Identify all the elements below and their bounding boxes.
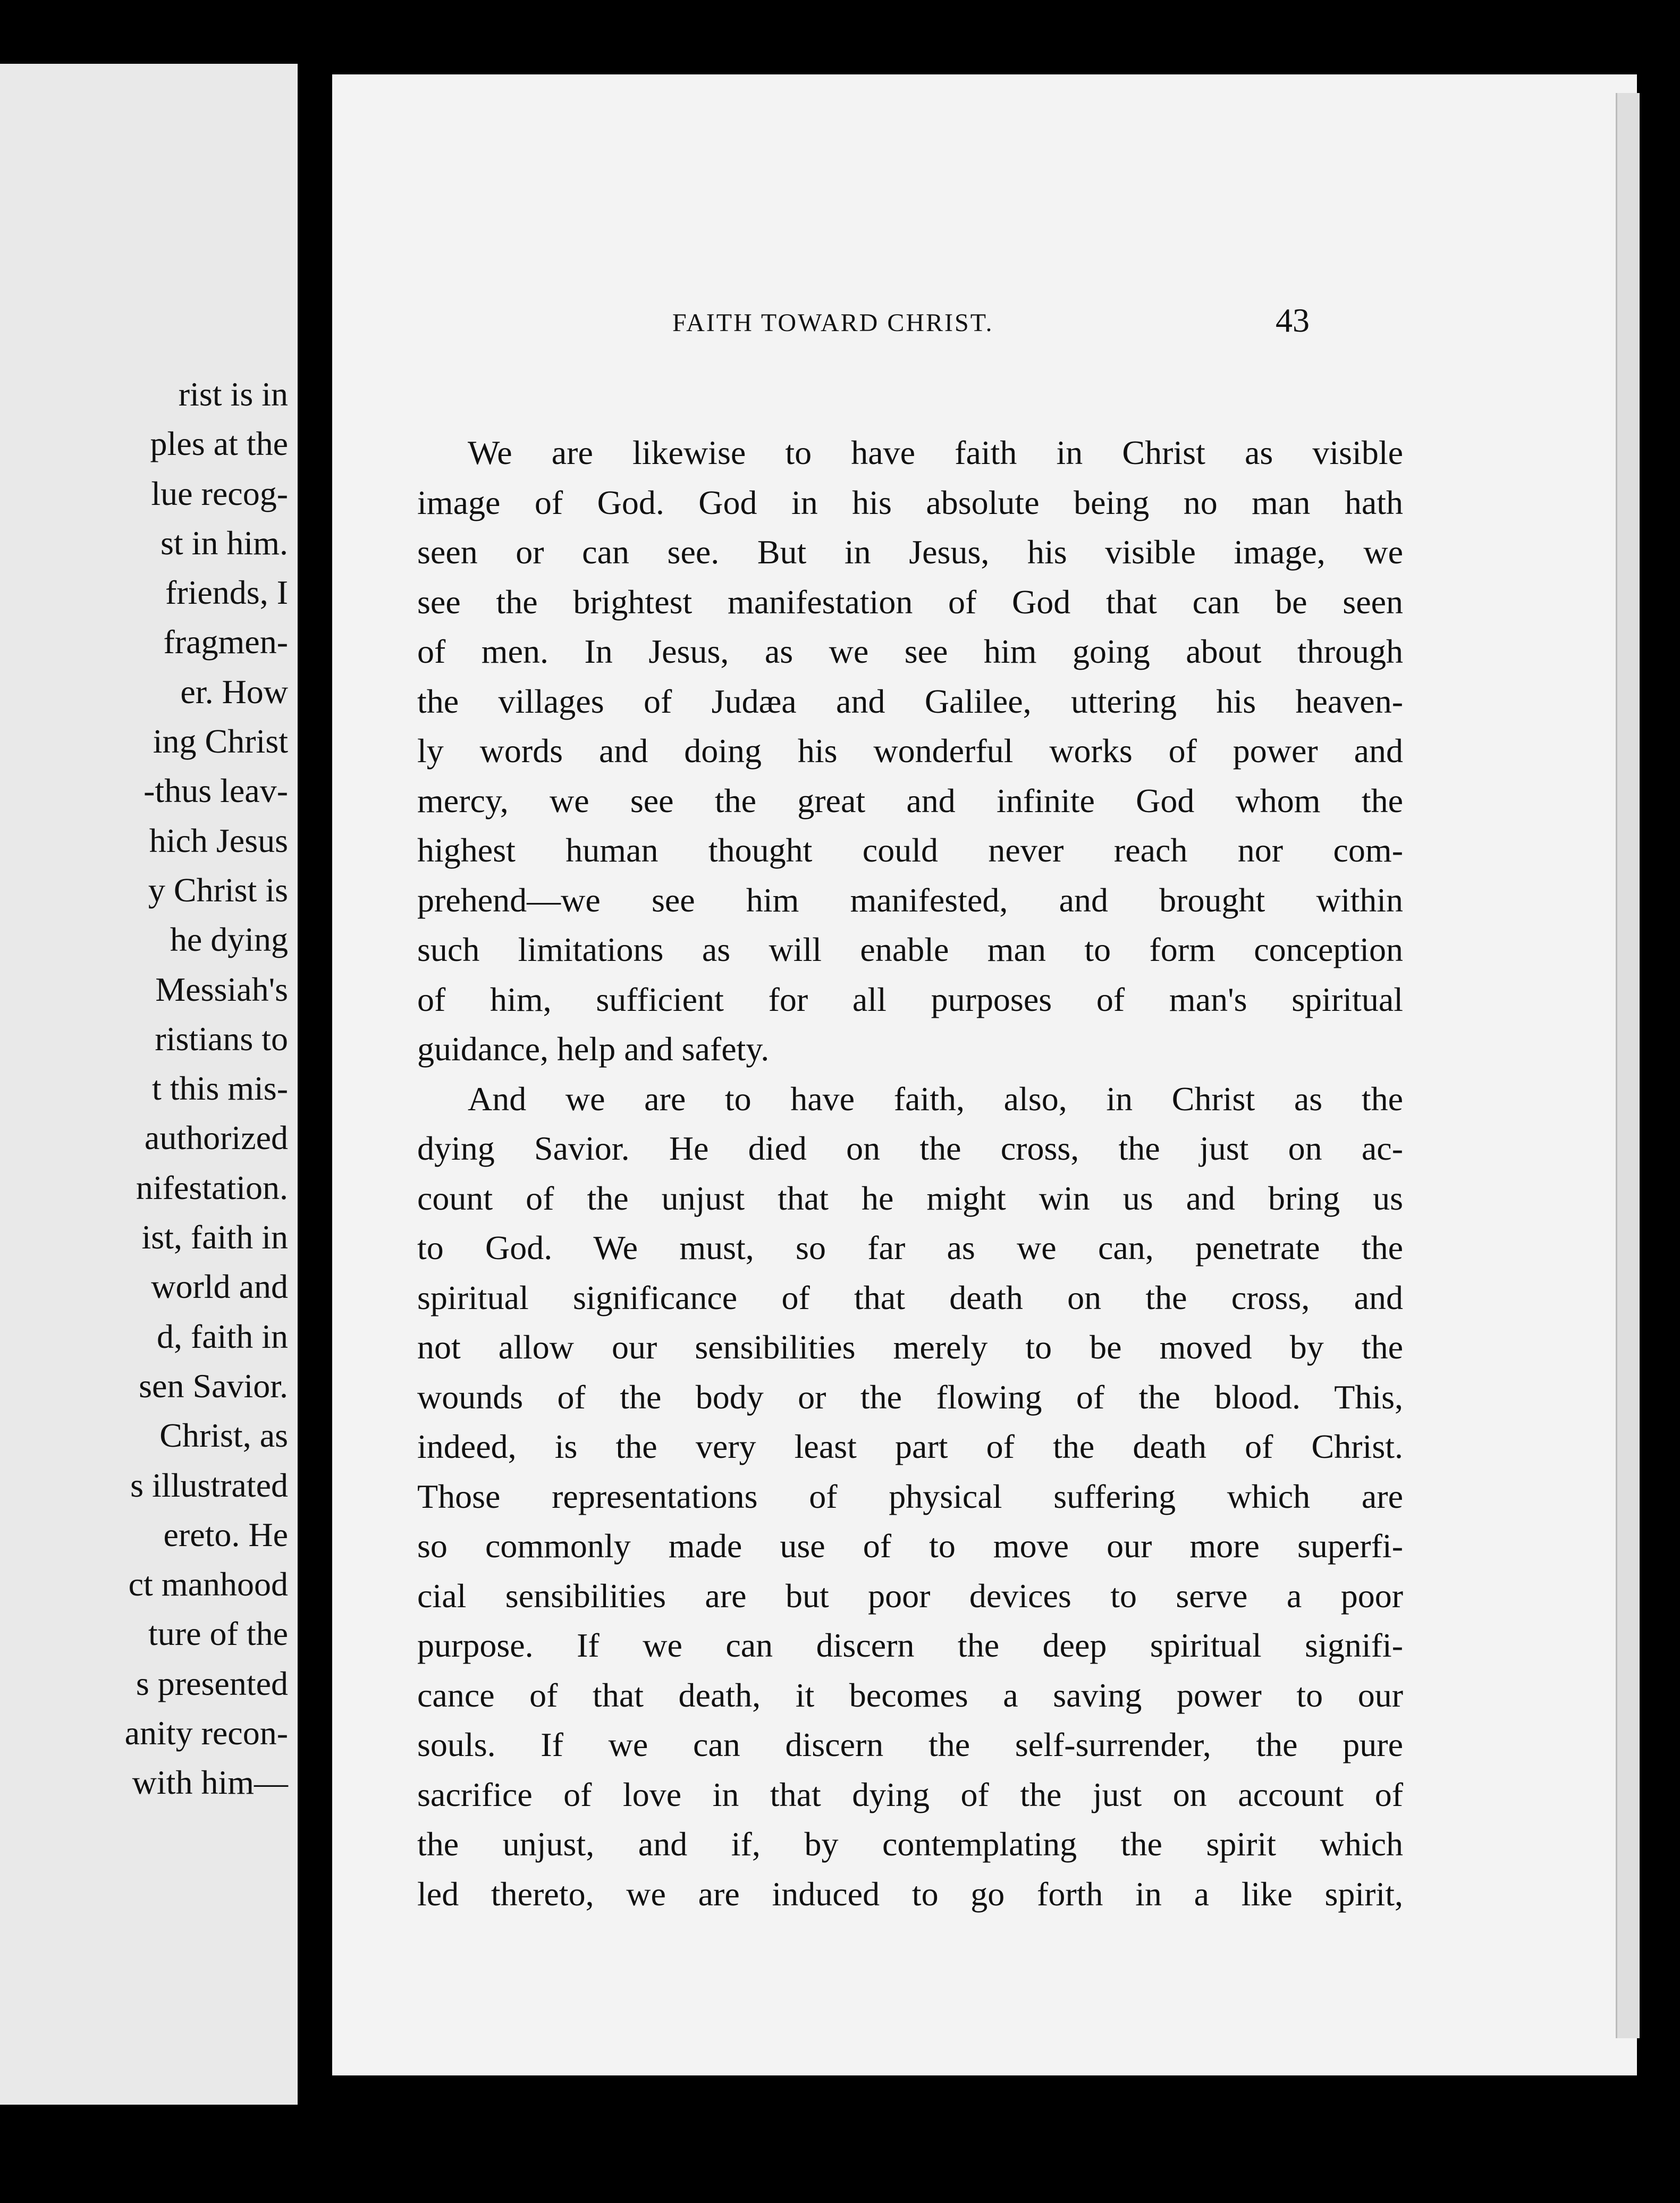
text-line: prehend—we see him manifested, and brought within bbox=[417, 881, 1403, 919]
text-line: guidance, help and safety. bbox=[417, 1030, 770, 1068]
text-line: purpose. If we can discern the deep spiritual signifi- bbox=[417, 1626, 1403, 1664]
text-line: the unjust, and if, by contemplating the spirit which bbox=[417, 1825, 1403, 1863]
text-line: dying Savior. He died on the cross, the just on ac- bbox=[417, 1129, 1403, 1167]
left-text-line: world and bbox=[151, 1268, 288, 1306]
left-text-line: ereto. He bbox=[163, 1515, 288, 1554]
text-line: cance of that death, it becomes a saving power to our bbox=[417, 1676, 1403, 1714]
left-text-line: fragmen- bbox=[163, 623, 288, 661]
running-head bbox=[332, 287, 1637, 345]
text-line: We are likewise to have faith in Christ as visible bbox=[468, 434, 1403, 471]
left-text-line: Messiah's bbox=[155, 970, 288, 1008]
book-gutter bbox=[298, 0, 332, 2203]
text-line: mercy, we see the great and infinite God whom the bbox=[417, 781, 1403, 820]
text-line: to God. We must, so far as we can, penetrate the bbox=[417, 1229, 1403, 1267]
left-text-line: d, faith in bbox=[156, 1317, 288, 1355]
text-line: count of the unjust that he might win us and bring us bbox=[417, 1179, 1403, 1217]
text-line: seen or can see. But in Jesus, his visible image, we bbox=[417, 533, 1403, 571]
text-line: the villages of Judæa and Galilee, uttering his heaven- bbox=[417, 682, 1403, 720]
text-line: souls. If we can discern the self-surrender, the pure bbox=[417, 1726, 1403, 1763]
left-text-line: with him— bbox=[132, 1763, 288, 1802]
left-text-line: nifestation. bbox=[136, 1168, 288, 1206]
left-text-line: y Christ is bbox=[148, 871, 288, 909]
left-text-line: anity recon- bbox=[124, 1714, 288, 1752]
left-text-line: ristians to bbox=[155, 1019, 288, 1058]
left-text-line: s illustrated bbox=[130, 1466, 288, 1504]
left-text-line: ing Christ bbox=[153, 722, 288, 761]
text-line: of him, sufficient for all purposes of man's spiritual bbox=[417, 980, 1403, 1018]
text-line: see the brightest manifestation of God that can be seen bbox=[417, 583, 1403, 621]
text-line: And we are to have faith, also, in Christ as the bbox=[468, 1079, 1403, 1118]
page-edge bbox=[1616, 93, 1640, 2038]
left-text-line: authorized bbox=[144, 1119, 288, 1157]
body-text bbox=[417, 428, 1403, 1919]
left-text-line: ct manhood bbox=[128, 1565, 288, 1603]
left-text-line: -thus leav- bbox=[143, 772, 288, 810]
text-line: highest human thought could never reach nor com- bbox=[417, 831, 1403, 869]
left-text-line: ist, faith in bbox=[141, 1218, 288, 1256]
left-text-line: lue recog- bbox=[151, 474, 288, 512]
text-line: not allow our sensibilities merely to be moved by the bbox=[417, 1328, 1403, 1366]
text-line: such limitations as will enable man to form conception bbox=[417, 931, 1403, 968]
left-text-line: s presented bbox=[136, 1664, 288, 1702]
text-line: indeed, is the very least part of the death of Christ. bbox=[417, 1428, 1403, 1465]
left-text-line: ples at the bbox=[150, 425, 288, 463]
left-text-line: st in him. bbox=[160, 524, 288, 562]
left-text-line: rist is in bbox=[178, 375, 288, 413]
text-line: sacrifice of love in that dying of the just on account of bbox=[417, 1775, 1403, 1813]
right-page bbox=[332, 74, 1637, 2075]
left-text-line: t this mis- bbox=[151, 1069, 288, 1108]
text-line: image of God. God in his absolute being no man hath bbox=[417, 483, 1403, 521]
text-line: so commonly made use of to move our more superfi- bbox=[417, 1527, 1403, 1565]
left-text-line: sen Savior. bbox=[139, 1366, 288, 1405]
left-text-line: Christ, as bbox=[159, 1416, 288, 1455]
left-text-line: friends, I bbox=[165, 573, 288, 612]
text-line: wounds of the body or the flowing of the blood. This, bbox=[417, 1378, 1403, 1416]
left-text-line: er. How bbox=[180, 672, 288, 711]
text-line: cial sensibilities are but poor devices to serve a poor bbox=[417, 1576, 1403, 1615]
text-line: Those representations of physical suffering which are bbox=[417, 1477, 1403, 1515]
page-number: 43 bbox=[1276, 301, 1310, 339]
left-text-line: hich Jesus bbox=[149, 821, 288, 859]
left-text-line: he dying bbox=[170, 921, 288, 959]
left-page-fragment bbox=[0, 64, 298, 2105]
running-title: FAITH TOWARD CHRIST. bbox=[672, 309, 994, 337]
left-text-line: ture of the bbox=[148, 1615, 288, 1653]
text-line: ly words and doing his wonderful works of power and bbox=[417, 732, 1403, 770]
left-page-text bbox=[0, 369, 288, 1808]
text-line: led thereto, we are induced to go forth in a like spirit, bbox=[417, 1875, 1403, 1913]
text-line: of men. In Jesus, as we see him going about through bbox=[417, 632, 1403, 670]
text-line: spiritual significance of that death on the cross, and bbox=[417, 1278, 1403, 1316]
